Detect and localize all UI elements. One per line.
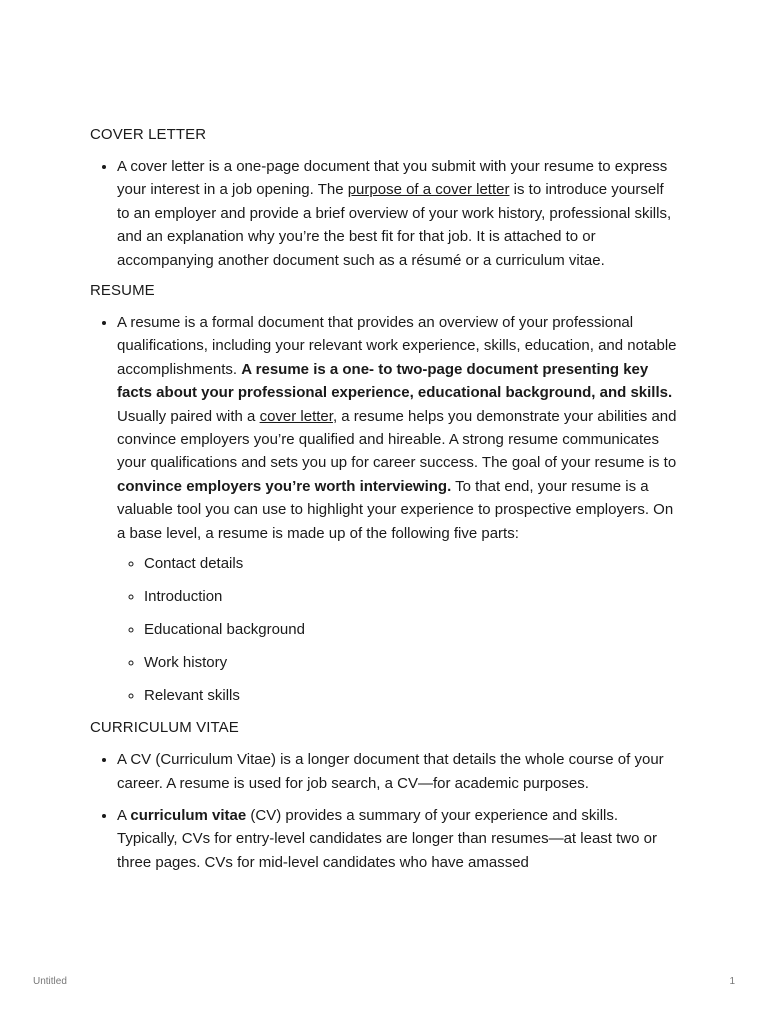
- cv-bold: curriculum vitae: [130, 806, 247, 824]
- heading-resume: RESUME: [90, 282, 155, 300]
- document-body: [90, 125, 678, 883]
- cover-letter-link[interactable]: cover letter: [259, 407, 333, 425]
- purpose-of-cover-letter-link[interactable]: purpose of a cover letter: [347, 181, 510, 199]
- cv-text-a: A: [117, 806, 131, 824]
- cover-letter-list: [90, 155, 678, 272]
- resume-text-b: Usually paired with a: [117, 407, 260, 425]
- list-item: [117, 155, 678, 272]
- list-item: [117, 804, 678, 874]
- heading-cover-letter: COVER LETTER: [90, 126, 207, 143]
- list-item: ◦ Work history: [144, 652, 678, 674]
- footer-document-title: Untitled: [33, 976, 67, 987]
- cv-text-b: (CV) provides a summary of your experience and skills. Typically, CVs for entry-level candidates are longer than resumes—at least two or three pages. CVs for mid-level candidates who have amassed: [117, 806, 657, 871]
- list-item: ◦ Introduction: [144, 586, 678, 608]
- cv-list: [90, 748, 678, 874]
- list-item: [117, 311, 678, 707]
- list-item: ◦ Relevant skills: [144, 685, 678, 707]
- resume-text-c: , a resume helps you demonstrate your abilities and convince employers you’re qualified and hireable. A strong resume communicates your qualifications and sets you up for career success. The goal of your resume is to: [117, 407, 677, 472]
- footer-page-number: 1: [729, 976, 735, 987]
- cover-letter-text-b: is to introduce yourself to an employer and provide a brief overview of your work history, professional skills, and an explanation why you’re the best fit for that job. It is attached to or accompanying another document such as a résumé or a curriculum vitae.: [117, 181, 672, 269]
- resume-text-d: To that end, your resume is a valuable tool you can use to highlight your experience to prospective employers. On a base level, a resume is made up of the following five parts:: [117, 477, 674, 542]
- resume-text-a: A resume is a formal document that provides an overview of your professional qualifications, including your relevant work experience, skills, education, and notable accomplishments.: [117, 314, 677, 378]
- resume-list: [90, 311, 678, 707]
- resume-parts-list: [117, 553, 678, 707]
- resume-bold-2: convince employers you’re worth interviewing.: [117, 477, 452, 495]
- resume-bold-1: A resume is a one- to two-page document presenting key facts about your professional experience, educational background, and skills.: [117, 360, 673, 402]
- list-item: • A CV (Curriculum Vitae) is a longer document that details the whole course of your career. A resume is used for job search, a CV—for academic purposes.: [117, 748, 678, 795]
- cover-letter-text-a: A cover letter is a one-page document that you submit with your resume to express your interest in a job opening. The: [117, 158, 668, 199]
- heading-curriculum-vitae: CURRICULUM VITAE: [90, 719, 239, 737]
- list-item: ◦ Educational background: [144, 619, 678, 641]
- list-item: ◦ Contact details: [144, 553, 678, 575]
